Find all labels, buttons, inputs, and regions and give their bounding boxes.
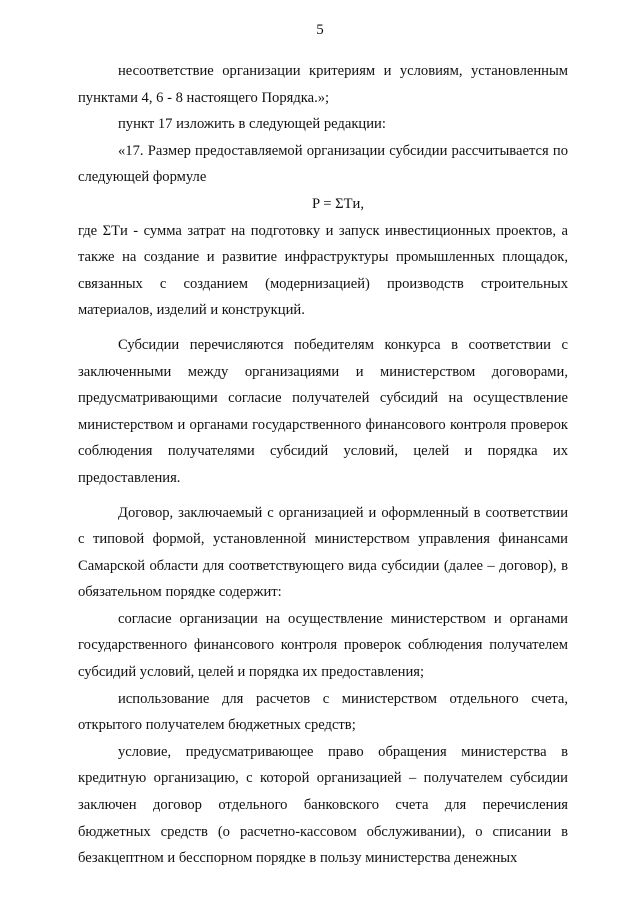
paragraph-consent: согласие организации на осуществление министерством и органами государственного финансового контроля проверок соблюдения получателем субсидий условий, целей и порядка их предоставления; — [78, 610, 568, 681]
paragraph-formula-explanation: где ΣTи - сумма затрат на подготовку и запуск инвестиционных проектов, а также на создание и развитие инфраструктуры промышленных площадок, связанных с созданием (модернизацией) производств строительных материалов, изделий и конструкций. — [78, 222, 568, 319]
paragraph-gap — [78, 324, 568, 332]
paragraph-nonconformity: несоответствие организации критериям и условиям, установленным пунктами 4, 6 - 8 настоящего Порядка.»; — [78, 63, 568, 106]
paragraph-gap — [78, 492, 568, 500]
paragraph-subsidy-transfer: Субсидии перечисляются победителям конкурса в соответствии с заключенными между организациями и министерством договорами, предусматривающими согласие получателей субсидий на осуществление министерством и органами государственного финансового контроля проверок соблюдения получателями субсидий условий, целей и порядка их предоставления. — [78, 336, 568, 486]
paragraph-item-17-amendment: пункт 17 изложить в следующей редакции: — [118, 116, 386, 133]
document-body — [78, 58, 568, 872]
paragraph-contract: Договор, заключаемый с организацией и оформленный в соответствии с типовой формой, установленной министерством управления финансами Самарской области для соответствующего вида субсидии (далее – договор), в обязательном порядке содержит: — [78, 504, 568, 601]
paragraph-separate-account: использование для расчетов с министерством отдельного счета, открытого получателем бюджетных средств; — [78, 690, 568, 734]
paragraph-subsidy-size: «17. Размер предоставляемой организации субсидии рассчитывается по следующей формуле — [78, 142, 568, 186]
page-number: 5 — [316, 22, 324, 38]
formula: P = ΣTи, — [312, 195, 364, 212]
paragraph-bank-right: условие, предусматривающее право обращения министерства в кредитную организацию, с которой организацией – получателем субсидии заключен договор отдельного банковского счета для перечисления бюджетных средств (о расчетно-кассовом обслуживании), о списании в безакцептном и бесспорном порядке в пользу министерства денежных — [78, 743, 568, 867]
